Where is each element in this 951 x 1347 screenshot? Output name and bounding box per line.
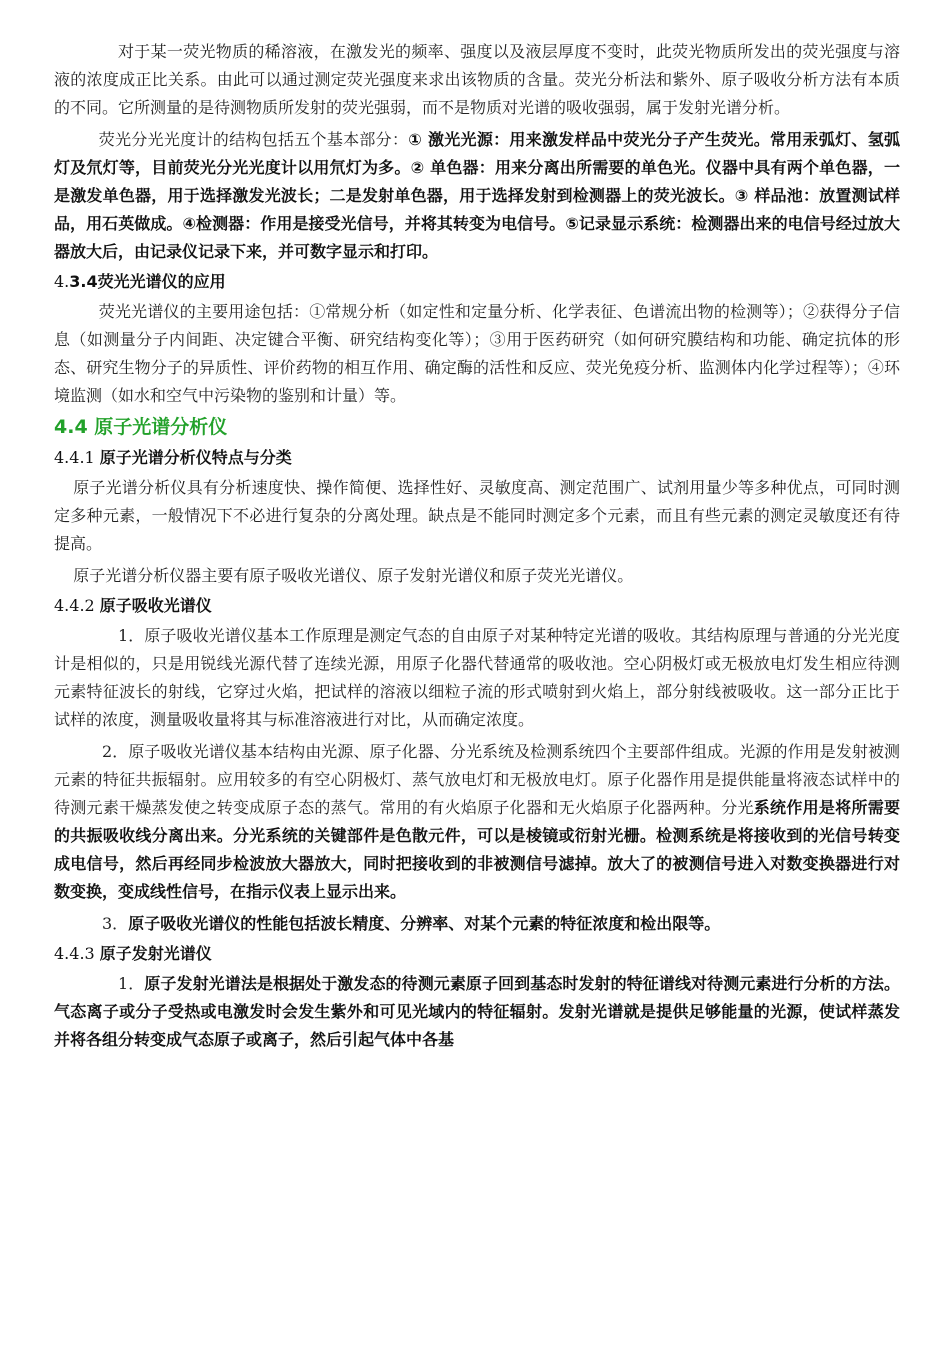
paragraph-number: 1． bbox=[118, 974, 145, 993]
paragraph-emission-principle bbox=[54, 970, 900, 1054]
paragraph-atomic-features bbox=[54, 474, 900, 558]
paragraph-text: 原子光谱分析仪具有分析速度快、操作简便、选择性好、灵敏度高、测定范围广、试剂用量少等多种优点，可同时测定多种元素，一般情况下不必进行复杂的分离处理。缺点是不能同时测定多个元素，而且有些元素的测定灵敏度还有待提高。 bbox=[54, 478, 900, 553]
heading-text: 原子光谱分析仪特点与分类 bbox=[99, 448, 292, 467]
section-heading-4-4: 4.4 原子光谱分析仪 bbox=[54, 416, 228, 438]
paragraph-text: 荧光分光光度计的结构包括五个基本部分： bbox=[98, 130, 409, 149]
paragraph-absorption-performance bbox=[54, 910, 900, 938]
section-heading-4-4-1 bbox=[54, 444, 900, 472]
paragraph-absorption-principle bbox=[54, 622, 900, 734]
paragraph-absorption-structure bbox=[54, 738, 900, 906]
heading-number: 4.4.3 bbox=[54, 944, 100, 963]
section-heading-4-3-4 bbox=[54, 268, 900, 296]
heading-text: 原子吸收光谱仪 bbox=[99, 596, 212, 615]
paragraph-fluorescence-principle bbox=[54, 38, 900, 122]
heading-number: 4. bbox=[54, 272, 70, 291]
heading-number: 4.4.1 bbox=[54, 448, 100, 467]
paragraph-bold-text: 原子吸收光谱仪的性能包括波长精度、分辨率、对某个元素的特征浓度和检出限等。 bbox=[128, 914, 721, 933]
document-page bbox=[54, 38, 900, 1054]
paragraph-text: 原子光谱分析仪器主要有原子吸收光谱仪、原子发射光谱仪和原子荧光光谱仪。 bbox=[73, 566, 634, 585]
paragraph-bold-text: 系统作用是将所需要的共振吸收线分离出来。分光系统的关键部件是色散元件，可以是棱镜或衍射光栅。检测系统是将接收到的光信号转变成电信号，然后再经同步检波放大器放大，同时把接收到的非被测信号滤掉。放大了的被测信号进入对数变换器进行对数变换，变成线性信号，在指示仪表上显示出来。 bbox=[54, 798, 900, 901]
section-heading-4-4-3 bbox=[54, 940, 900, 968]
paragraph-text: 2．原子吸收光谱仪基本结构由光源、原子化器、分光系统及检测系统四个主要部件组成。光源的作用是发射被测元素的特征共振辐射。应用较多的有空心阴极灯、蒸气放电灯和无极放电灯。原子化器作用是提供能量将液态试样中的待测元素干燥蒸发使之转变成原子态的蒸气。常用的有火焰原子化器和无火焰原子化器两种。分光 bbox=[54, 742, 900, 817]
heading-number: 4.4.2 bbox=[54, 596, 100, 615]
paragraph-text: 对于某一荧光物质的稀溶液，在激发光的频率、强度以及液层厚度不变时，此荧光物质所发出的荧光强度与溶液的浓度成正比关系。由此可以通过测定荧光强度来求出该物质的含量。荧光分析法和紫外、原子吸收分析方法有本质的不同。它所测量的是待测物质所发射的荧光强弱，而不是物质对光谱的吸收强弱，属于发射光谱分析。 bbox=[54, 42, 900, 117]
paragraph-fluorescence-applications bbox=[54, 298, 900, 410]
section-heading-4-4-2 bbox=[54, 592, 900, 620]
paragraph-spectrophotometer-structure bbox=[54, 126, 900, 266]
paragraph-bold-text: ① 激光光源：用来激发样品中荧光分子产生荧光。常用汞弧灯、氢弧灯及氘灯等，目前荧光分光光度计以用氘灯为多。② 单色器：用来分离出所需要的单色光。仪器中具有两个单色器，一是激发单色器，用于选择激发光波长；二是发射单色器，用于选择发射到检测器上的荧光波长。③ 样品池：放置测试样品，用石英做成。④检测器：作用是接受光信号，并将其转变为电信号。⑤记录显示系统：检测器出来的电信号经过放大器放大后，由记录仪记录下来，并可数字显示和打印。 bbox=[54, 130, 900, 261]
heading-text: 3.4荧光光谱仪的应用 bbox=[69, 272, 226, 291]
paragraph-number: 3． bbox=[102, 914, 129, 933]
heading-text: 原子发射光谱仪 bbox=[99, 944, 212, 963]
paragraph-text: 1．原子吸收光谱仪基本工作原理是测定气态的自由原子对某种特定光谱的吸收。其结构原理与普通的分光光度计是相似的，只是用锐线光源代替了连续光源，用原子化器代替通常的吸收池。空心阴极灯或无极放电灯发生相应待测元素特征波长的射线，它穿过火焰，把试样的溶液以细粒子流的形式喷射到火焰上，部分射线被吸收。这一部分正比于试样的浓度，测量吸收量将其与标准溶液进行对比，从而确定浓度。 bbox=[54, 626, 900, 729]
paragraph-bold-text: 原子发射光谱法是根据处于激发态的待测元素原子回到基态时发射的特征谱线对待测元素进行分析的方法。气态离子或分子受热或电激发时会发生紫外和可见光域内的特征辐射。发射光谱就是提供足够能量的光源，使试样蒸发并将各组分转变成气态原子或离子，然后引起气体中各基 bbox=[54, 974, 900, 1049]
paragraph-atomic-types bbox=[54, 562, 900, 590]
paragraph-text: 荧光光谱仪的主要用途包括：①常规分析（如定性和定量分析、化学表征、色谱流出物的检测等）；②获得分子信息（如测量分子内间距、决定键合平衡、研究结构变化等）；③用于医药研究（如何研究膜结构和功能、确定抗体的形态、研究生物分子的异质性、评价药物的相互作用、确定酶的活性和反应、荧光免疫分析、监测体内化学过程等）；④环境监测（如水和空气中污染物的鉴别和计量）等。 bbox=[54, 302, 900, 405]
